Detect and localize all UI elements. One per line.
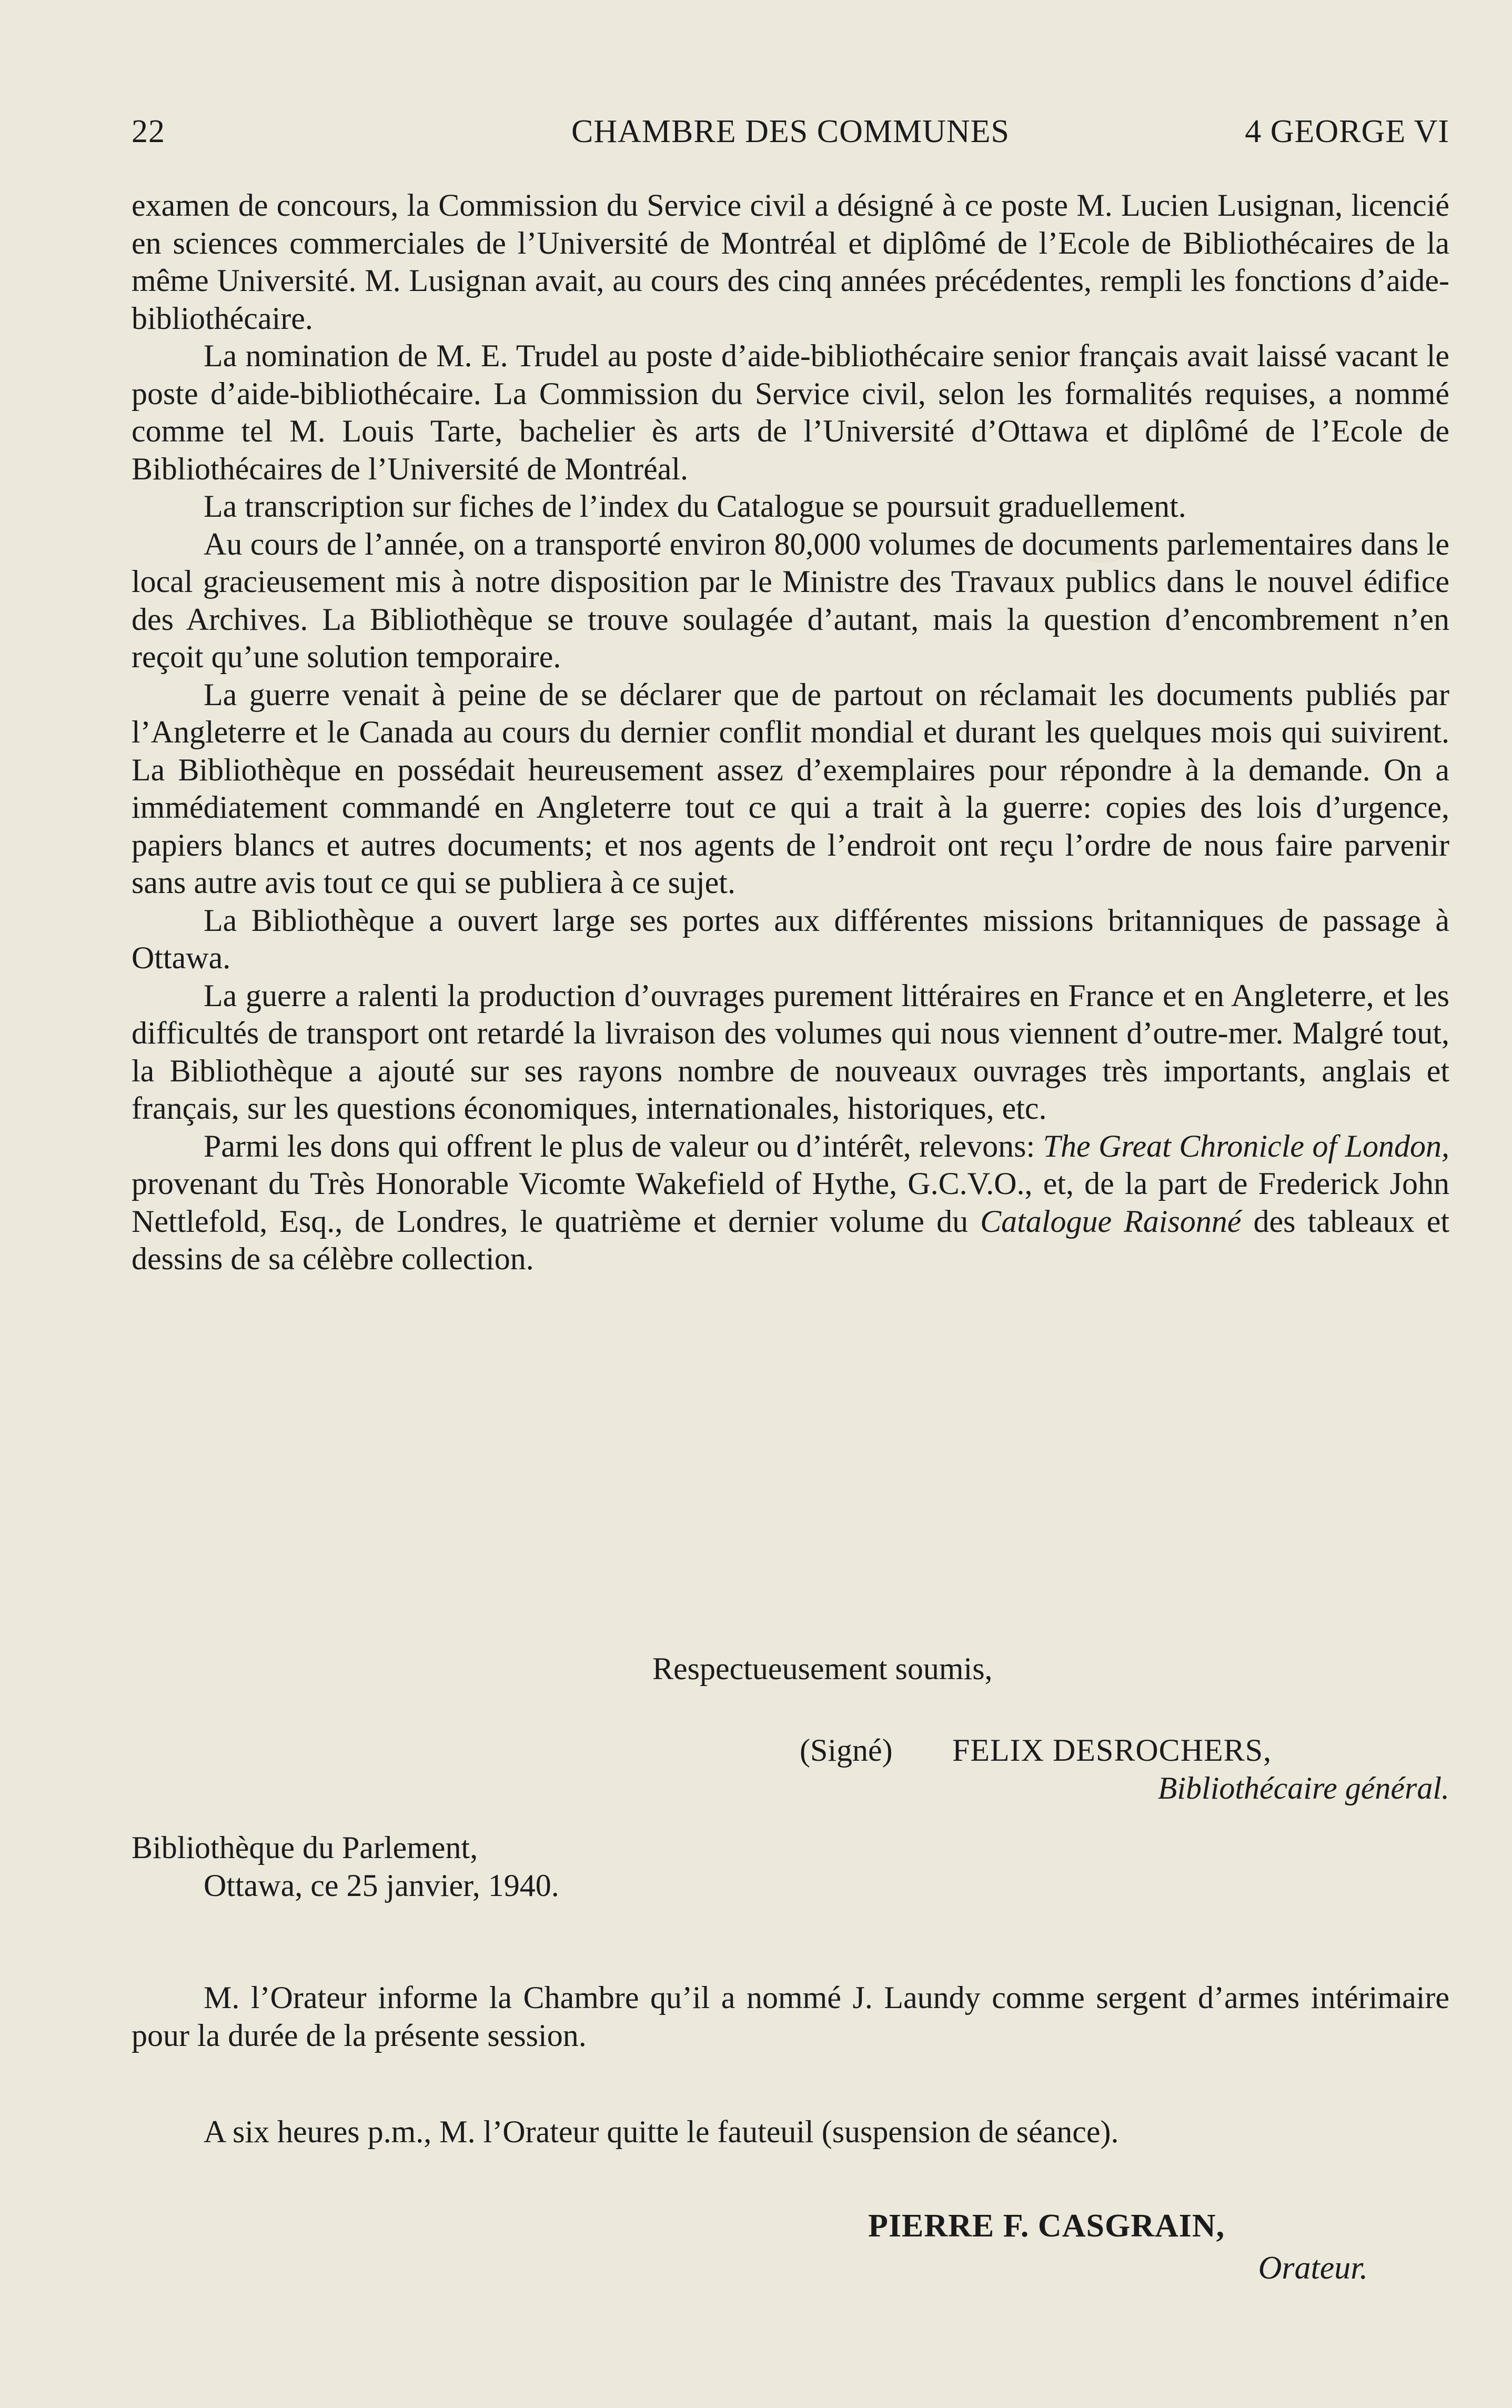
gifts-paragraph (132, 1128, 1449, 1278)
page-number: 22 (132, 114, 165, 149)
paragraph: examen de concours, la Commission du Service civil a désigné à ce poste M. Lucien Lusignan, licencié en sciences commerciales de l’Université de Montréal et diplômé de l’Ecole de Bibliothécaires de la même Université. M. Lusignan avait, au cours des cinq années précédentes, rempli les fonctions d’aide- bibliothécaire. (132, 188, 1449, 336)
report-body (132, 187, 1449, 1278)
paragraph: La Bibliothèque a ouvert large ses portes aux différentes missions britanniques de passage à Ottawa. (132, 902, 1449, 975)
speaker-title: Orateur. (1258, 2250, 1368, 2286)
announcement (132, 1979, 1449, 2054)
signed-prefix: (Signé) (800, 1733, 893, 1768)
paragraph: Au cours de l’année, on a transporté environ 80,000 volumes de documents parlementaires dans le local gracieusement mis à notre disposition par le Ministre des Travaux publics dans le nouvel édifice des Archives. La Bibliothèque se trouve soulagée d’autant, mais la question d’encombrement n’en reçoit qu’une solution temporaire. (132, 526, 1449, 674)
place-date-block (132, 1829, 1449, 1904)
running-head (132, 108, 1449, 155)
speaker-signature (868, 2205, 1373, 2289)
gifts-text: des tableaux et dessins de sa célèbre collection. (132, 1203, 1450, 1276)
place-line: Bibliothèque du Parlement, (132, 1830, 478, 1865)
speaker-name: PIERRE F. CASGRAIN, (868, 2208, 1225, 2244)
paragraph: La guerre venait à peine de se déclarer que de partout on réclamait les documents publiés par l’Angleterre et le Canada au cours du dernier conflit mondial et durant les quelques mois qui suivirent. La Bibliothèque en possédait heureusement assez d’exemplaires pour répondre à la demande. On a immédiatement commandé en Angleterre tout ce qui a trait à la guerre: copies des lois d’urgence, papiers blancs et autres documents; et nos agents de l’endroit ont reçu l’ordre de nous faire parvenir sans autre avis tout ce qui se publiera à ce sujet. (132, 677, 1449, 900)
closing-formula: Respectueusement soumis, (652, 1651, 993, 1686)
paragraph: La transcription sur fiches de l’index du Catalogue se poursuit graduellement. (204, 489, 1186, 524)
signer-title: Bibliothécaire général. (1157, 1771, 1449, 1805)
adjournment-text: A six heures p.m., M. l’Orateur quitte le fauteuil (suspension de séance). (204, 2114, 1119, 2149)
gifts-text: Parmi les dons qui offrent le plus de valeur ou d’intérêt, relevons: (204, 1128, 1043, 1163)
book-title: The Great Chronicle of London, (1043, 1128, 1449, 1163)
running-title: CHAMBRE DES COMMUNES (571, 114, 1010, 149)
paragraph: La nomination de M. E. Trudel au poste d’aide-bibliothécaire senior français avait laissé vacant le poste d’aide-bibliothécaire. La Commission du Service civil, selon les formalités requises, a nommé comme tel M. Louis Tarte, bachelier ès arts de l’Université d’Ottawa et diplômé de l’Ecole de Bibliothécaires de l’Université de Montréal. (132, 338, 1449, 486)
gifts-text: provenant du Très Honorable Vicomte Wakefield of Hythe, G.C.V.O., et, de la part de Frederick John Nettlefold, Esq., de Londres, le quatrième et dernier volume du (132, 1166, 1449, 1239)
signer-name: FELIX DESROCHERS, (952, 1733, 1272, 1768)
announcement-text: M. l’Orateur informe la Chambre qu’il a nommé J. Laundy comme sergent d’armes intérimaire pour la durée de la présente session. (132, 1980, 1449, 2053)
date-line: Ottawa, ce 25 janvier, 1940. (204, 1868, 559, 1903)
paragraph: La guerre a ralenti la production d’ouvrages purement littéraires en France et en Angleterre, et les difficultés de transport ont retardé la livraison des volumes qui nous viennent d’outre-mer. Malgré tout, la Bibliothèque a ajouté sur ses rayons nombre de nouveaux ouvrages très importants, anglais et français, sur les questions économiques, internationales, historiques, etc. (132, 978, 1449, 1126)
adjournment (132, 2113, 1449, 2151)
reign-label: 4 GEORGE VI (1245, 114, 1449, 149)
book-title: Catalogue Raisonné (980, 1203, 1242, 1239)
